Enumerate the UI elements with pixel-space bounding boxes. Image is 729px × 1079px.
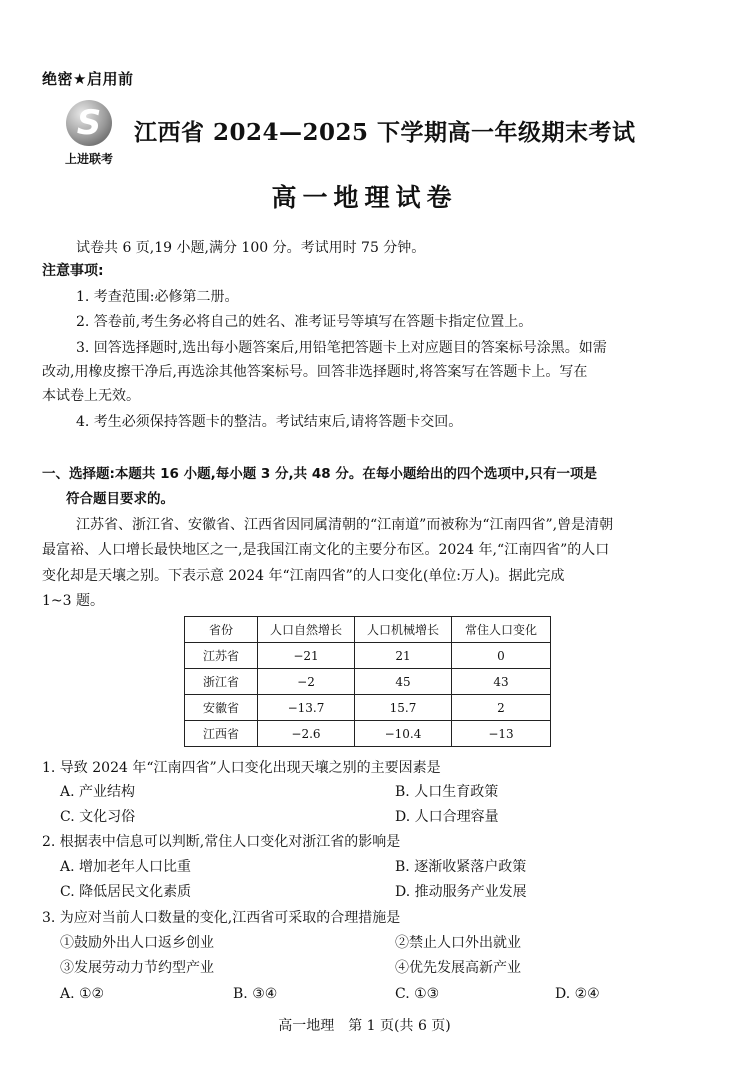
section-heading-line1: 一、选择题:本题共 16 小题,每小题 3 分,共 48 分。在每小题给出的四个选项中,只有一项是 <box>42 466 597 482</box>
passage-line3: 变化却是天壤之别。下表示意 2024 年“江南四省”的人口变化(单位:万人)。据此完成 <box>42 568 565 584</box>
question-3-statement-2: ②禁止人口外出就业 <box>395 935 521 951</box>
notice-heading: 注意事项: <box>42 263 104 279</box>
notice-item-3-line3: 本试卷上无效。 <box>42 388 140 404</box>
table-row <box>185 721 551 747</box>
logo-s-icon: S <box>76 103 102 143</box>
section-heading-line2: 符合题目要求的。 <box>66 491 174 507</box>
notice-item-3-line2: 改动,用橡皮擦干净后,再选涂其他答案标号。回答非选择题时,将答案写在答题卡上。写在 <box>42 364 588 380</box>
question-1-option-d: D. 人口合理容量 <box>395 809 499 825</box>
population-table <box>184 616 551 747</box>
question-1-option-c: C. 文化习俗 <box>60 809 136 825</box>
table-cell: −10.4 <box>355 721 452 747</box>
question-3-option-b: B. ③④ <box>233 986 278 1002</box>
exam-intro: 试卷共 6 页,19 小题,满分 100 分。考试用时 75 分钟。 <box>76 240 426 256</box>
question-1-stem: 1. 导致 2024 年“江南四省”人口变化出现天壤之别的主要因素是 <box>42 760 441 776</box>
question-2-option-c: C. 降低居民文化素质 <box>60 884 192 900</box>
table-cell: 15.7 <box>355 695 452 721</box>
table-cell: −13 <box>452 721 551 747</box>
table-header: 人口机械增长 <box>355 617 452 643</box>
question-3-stem: 3. 为应对当前人口数量的变化,江西省可采取的合理措施是 <box>42 910 401 926</box>
table-cell: −2.6 <box>258 721 355 747</box>
question-3-option-c: C. ①③ <box>395 986 440 1002</box>
notice-item-1: 1. 考查范围:必修第二册。 <box>76 289 239 305</box>
table-row <box>185 643 551 669</box>
table-row <box>185 669 551 695</box>
question-2-option-a: A. 增加老年人口比重 <box>60 859 192 875</box>
notice-item-3-line1: 3. 回答选择题时,选出每小题答案后,用铅笔把答题卡上对应题目的答案标号涂黑。如需 <box>76 340 607 356</box>
question-3-statement-1: ①鼓励外出人口返乡创业 <box>60 935 214 951</box>
table-cell: 2 <box>452 695 551 721</box>
question-2-option-d: D. 推动服务产业发展 <box>395 884 527 900</box>
question-3-option-d: D. ②④ <box>555 986 600 1002</box>
table-cell: −13.7 <box>258 695 355 721</box>
table-cell: 安徽省 <box>185 695 258 721</box>
exam-logo <box>60 100 118 172</box>
question-1-option-a: A. 产业结构 <box>60 784 136 800</box>
question-3-statement-3: ③发展劳动力节约型产业 <box>60 960 214 976</box>
table-cell: −2 <box>258 669 355 695</box>
table-cell: 浙江省 <box>185 669 258 695</box>
table-cell: 45 <box>355 669 452 695</box>
question-3-statement-4: ④优先发展高新产业 <box>395 960 521 976</box>
table-header-row <box>185 617 551 643</box>
subject-title: 高一地理试卷 <box>271 183 458 212</box>
passage-line4: 1~3 题。 <box>42 593 104 609</box>
logo-text: 上进联考 <box>64 152 113 166</box>
passage-line1: 江苏省、浙江省、安徽省、江西省因同属清朝的“江南道”而被称为“江南四省”,曾是清朝 <box>76 517 614 533</box>
table-cell: 21 <box>355 643 452 669</box>
page-footer: 高一地理 第 1 页(共 6 页) <box>278 1018 451 1034</box>
question-1-option-b: B. 人口生育政策 <box>395 784 499 800</box>
table-cell: 江西省 <box>185 721 258 747</box>
table-header: 人口自然增长 <box>258 617 355 643</box>
table-row <box>185 695 551 721</box>
exam-title: 江西省 2024—2025 下学期高一年级期末考试 <box>134 119 636 146</box>
notice-item-4: 4. 考生必须保持答题卡的整洁。考试结束后,请将答题卡交回。 <box>76 414 463 430</box>
question-3-option-a: A. ①② <box>60 986 105 1002</box>
table-cell: 江苏省 <box>185 643 258 669</box>
question-2-stem: 2. 根据表中信息可以判断,常住人口变化对浙江省的影响是 <box>42 834 401 850</box>
notice-item-2: 2. 答卷前,考生务必将自己的姓名、准考证号等填写在答题卡指定位置上。 <box>76 314 533 330</box>
table-cell: 43 <box>452 669 551 695</box>
table-cell: −21 <box>258 643 355 669</box>
table-header: 省份 <box>185 617 258 643</box>
passage-line2: 最富裕、人口增长最快地区之一,是我国江南文化的主要分布区。2024 年,“江南四省”的人口 <box>42 542 610 558</box>
question-2-option-b: B. 逐渐收紧落户政策 <box>395 859 527 875</box>
table-header: 常住人口变化 <box>452 617 551 643</box>
table-cell: 0 <box>452 643 551 669</box>
confidential-label: 绝密★启用前 <box>42 70 134 88</box>
